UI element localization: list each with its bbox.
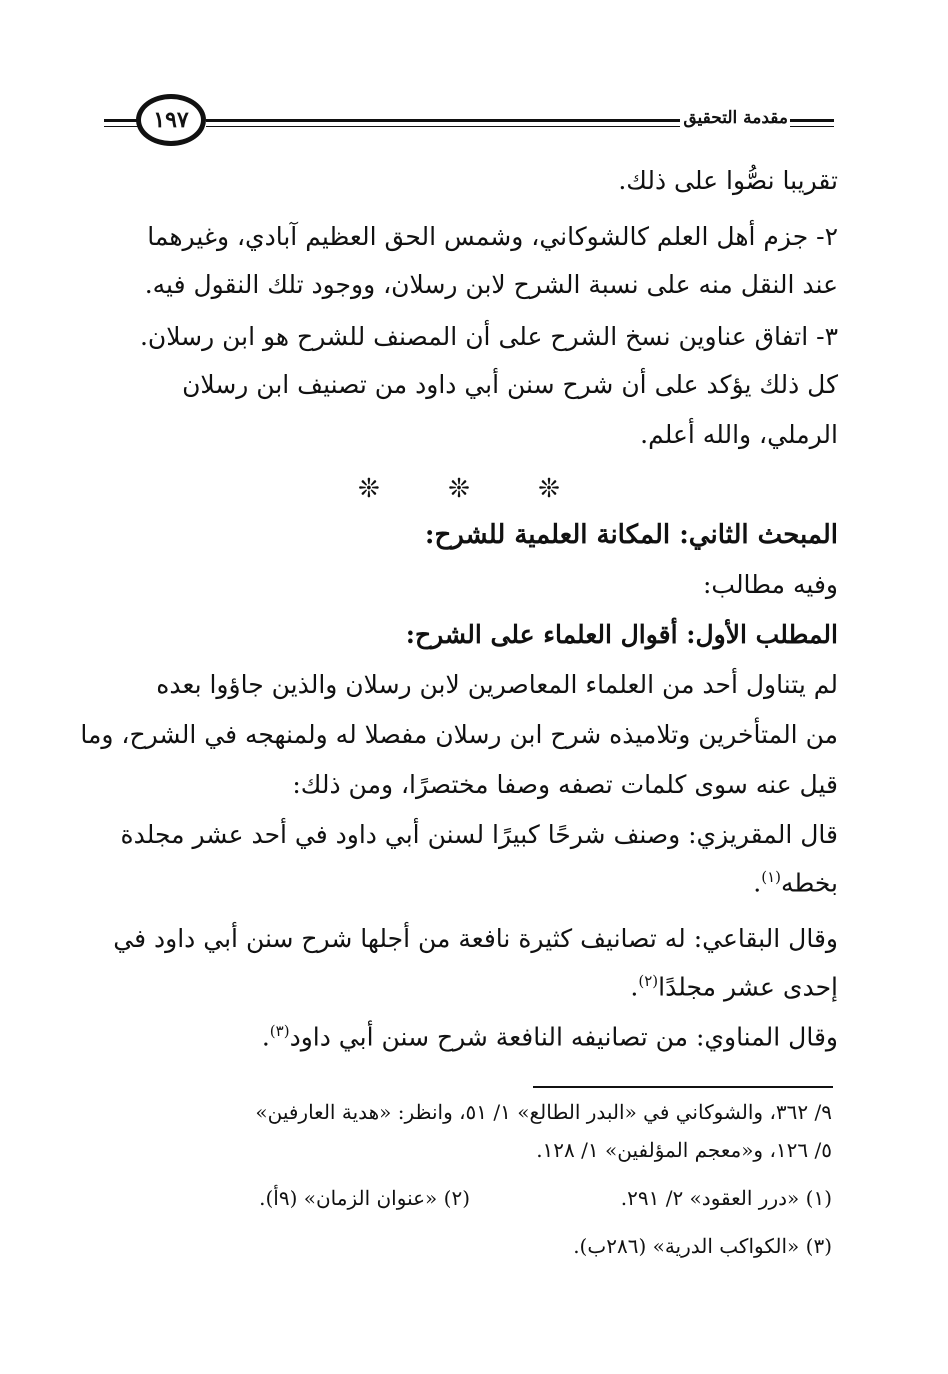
header-rule-left-thin [104,126,138,127]
footnote-separator [533,1086,833,1088]
header-rule-far-right [790,119,834,122]
footnote-continuation-line-2: ٥/ ١٢٦، و«معجم المؤلفين» ١/ ١٢٨. [536,1138,832,1162]
para2-line-1: ٢- جزم أهل العلم كالشوكاني، وشمس الحق العظيم آبادي، وغيرهما [147,222,838,251]
footnote-continuation-line-1: ٩/ ٣٦٢، والشوكاني في «البدر الطالع» ١/ ٥١، وانظر: «هدية العارفين» [255,1100,832,1124]
header-rule-right-bottom [206,126,680,127]
para6-line-1: قال المقريزي: وصنف شرحًا كبيرًا لسنن أبي داود في أحد عشر مجلدة [120,820,838,849]
para5-line-3: قيل عنه سوى كلمات تصفه وصفا مختصرًا، ومن ذلك: [292,770,838,799]
para8-line: وقال المناوي: من تصانيفه النافعة شرح سنن أبي داود$^{(٣)}$. [261,1022,838,1052]
para5-line-1: لم يتناول أحد من العلماء المعاصرين لابن رسلان والذين جاؤوا بعده [156,670,838,699]
footnote-3: (٣) «الكواكب الدرية» (٢٨٦ب). [573,1234,832,1258]
para7-text: إحدى عشر مجلدًا [658,972,838,1002]
para3-line: ٣- اتفاق عناوين نسخ الشرح على أن المصنف للشرح هو ابن رسلان. [139,322,838,351]
section-heading: المبحث الثاني: المكانة العلمية للشرح: [424,520,838,550]
header-rule-right-top [206,119,680,122]
para7-line-2: إحدى عشر مجلدًا$^{(٢)}$. [630,972,838,1002]
footnote-1: (١) «درر العقود» ٢/ ٢٩١. [620,1186,832,1210]
subsection-intro: وفيه مطالب: [702,570,838,599]
footnote-ref-1: (١) [761,868,781,886]
para4-line-2: الرملي، والله أعلم. [640,420,838,449]
footnote-ref-3: (٣) [269,1022,290,1040]
para4-line-1: كل ذلك يؤكد على أن شرح سنن أبي داود من تصنيف ابن رسلان [182,370,838,399]
para5-line-2: من المتأخرين وتلاميذه شرح ابن رسلان مفصلا له ولمنهجه في الشرح، وما [80,720,838,749]
page-number-badge [136,94,206,146]
para8-text: وقال المناوي: من تصانيفه النافعة شرح سنن أبي داود [289,1022,838,1052]
para7-line-1: وقال البقاعي: له تصانيف كثيرة نافعة من أجلها شرح سنن أبي داود في [113,924,838,953]
para6-text: بخطه [780,868,838,898]
subsection-heading: المطلب الأول: أقوال العلماء على الشرح: [405,620,838,649]
running-header-title: مقدمة التحقيق [683,108,788,128]
header-rule-left [104,119,138,122]
header-rule-far-right-thin [790,126,834,127]
section-divider-stars: ❊ ❊ ❊ [358,474,590,504]
para6-line-2: بخطه$^{(١)}$. [753,868,838,898]
page-number: ١٩٧ [153,107,189,133]
para2-line-2: عند النقل منه على نسبة الشرح لابن رسلان، ووجود تلك النقول فيه. [144,270,838,299]
footnote-ref-2: (٢) [638,972,659,990]
footnote-2: (٢) «عنوان الزمان» (٩أ). [259,1186,470,1210]
body-line-1: تقريبا نصُّوا على ذلك. [618,166,838,195]
